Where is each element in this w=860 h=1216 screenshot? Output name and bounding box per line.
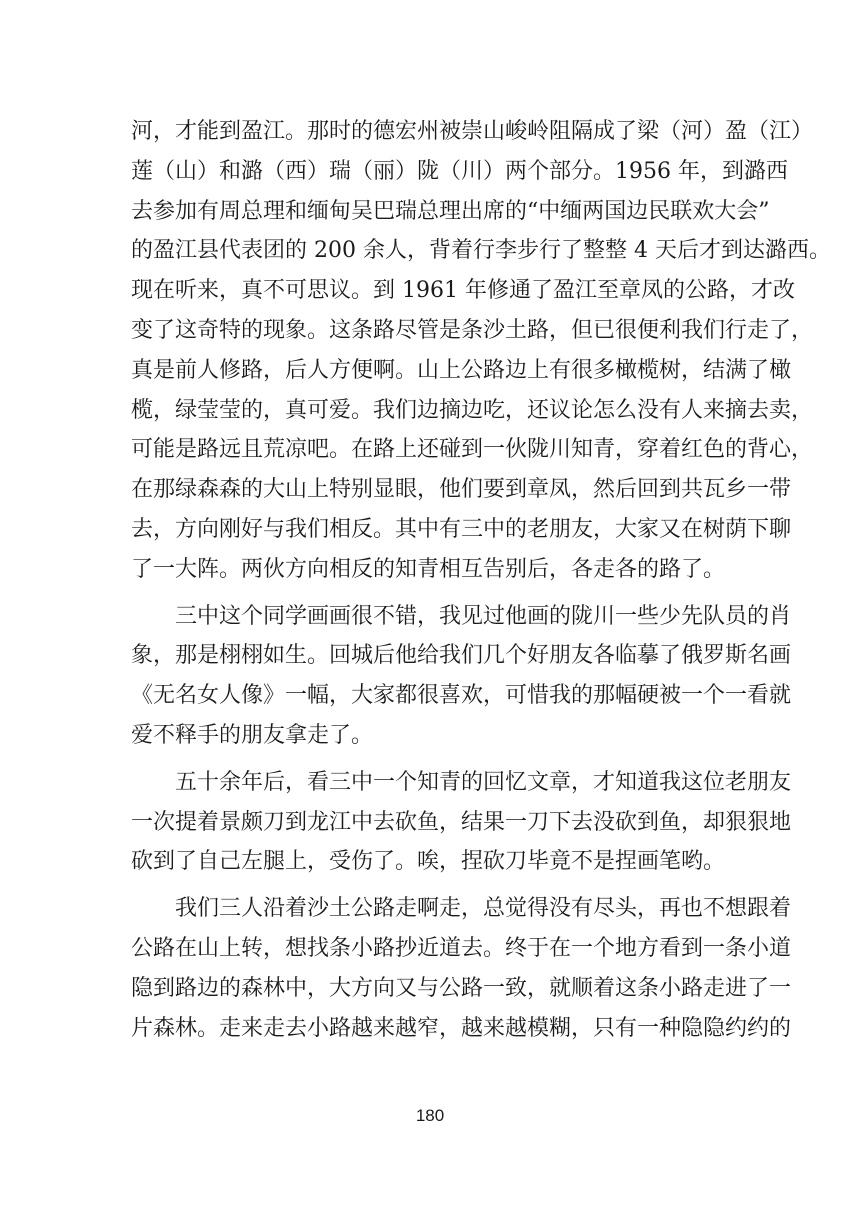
page-number: 180 [415,1106,445,1125]
text-line: 了一大阵。两伙方向相反的知青相互告别后，各走各的路了。 [131,556,726,582]
text-line: 三中这个同学画画很不错，我见过他画的陇川一些少先队员的肖 [131,603,792,629]
paragraph-gap [131,882,731,889]
text-line: 在那绿森森的大山上特别显眼，他们要到章凤，然后回到共瓦乡一带 [131,477,792,503]
text-line: 《无名女人像》一幅，大家都很喜欢，可惜我的那幅硬被一个一看就 [131,683,792,709]
text-line: 真是前人修路，后人方便啊。山上公路边上有很多橄榄树，结满了橄 [131,357,792,383]
text-line: 隐到路边的森林中，大方向又与公路一致，就顺着这条小路走进了一 [131,975,792,1001]
text-line: 现在听来，真不可思议。到 1961 年修通了盈江至章凤的公路，才改 [131,278,795,304]
text-line: 砍到了自己左腿上，受伤了。唉，捏砍刀毕竟不是捏画笔哟。 [131,849,726,875]
text-line: 河，才能到盈江。那时的德宏州被崇山峻岭阻隔成了梁（河）盈（江） [131,119,814,144]
text-line: 五十余年后，看三中一个知青的回忆文章，才知道我这位老朋友 [131,769,792,795]
text-line: 一次提着景颇刀到龙江中去砍鱼，结果一刀下去没砍到鱼，却狠狠地 [131,809,792,835]
text-line: 可能是路远且荒凉吧。在路上还碰到一伙陇川知青，穿着红色的背心， [131,437,814,463]
text-line: 变了这奇特的现象。这条路尽管是条沙土路，但已很便利我们行走了， [131,317,814,343]
text-line: 榄，绿莹莹的，真可爱。我们边摘边吃，还议论怎么没有人来摘去卖， [131,397,814,423]
text-line: 我们三人沿着沙土公路走啊走，总觉得没有尽头，再也不想跟着 [131,896,792,922]
text-line: 爱不释手的朋友拿走了。 [131,722,374,748]
text-line: 片森林。走来走去小路越来越窄，越来越模糊，只有一种隐隐约约的 [131,1015,792,1041]
text-line: 公路在山上转，想找条小路抄近道去。终于在一个地方看到一条小道 [131,935,792,961]
text-line: 去参加有周总理和缅甸吴巴瑞总理出席的“中缅两国边民联欢大会” [131,198,770,224]
text-line: 象，那是栩栩如生。回城后他给我们几个好朋友各临摹了俄罗斯名画 [131,643,792,669]
paragraph-gap [131,590,731,597]
text-line: 莲（山）和潞（西）瑞（丽）陇（川）两个部分。1956 年，到潞西 [131,158,788,184]
paragraph-gap [131,756,731,763]
text-line: 去，方向刚好与我们相反。其中有三中的老朋友，大家又在树荫下聊 [131,516,792,542]
text-line: 的盈江县代表团的 200 余人，背着行李步行了整整 4 天后才到达潞西。 [131,238,831,264]
body-text [131,112,831,1048]
